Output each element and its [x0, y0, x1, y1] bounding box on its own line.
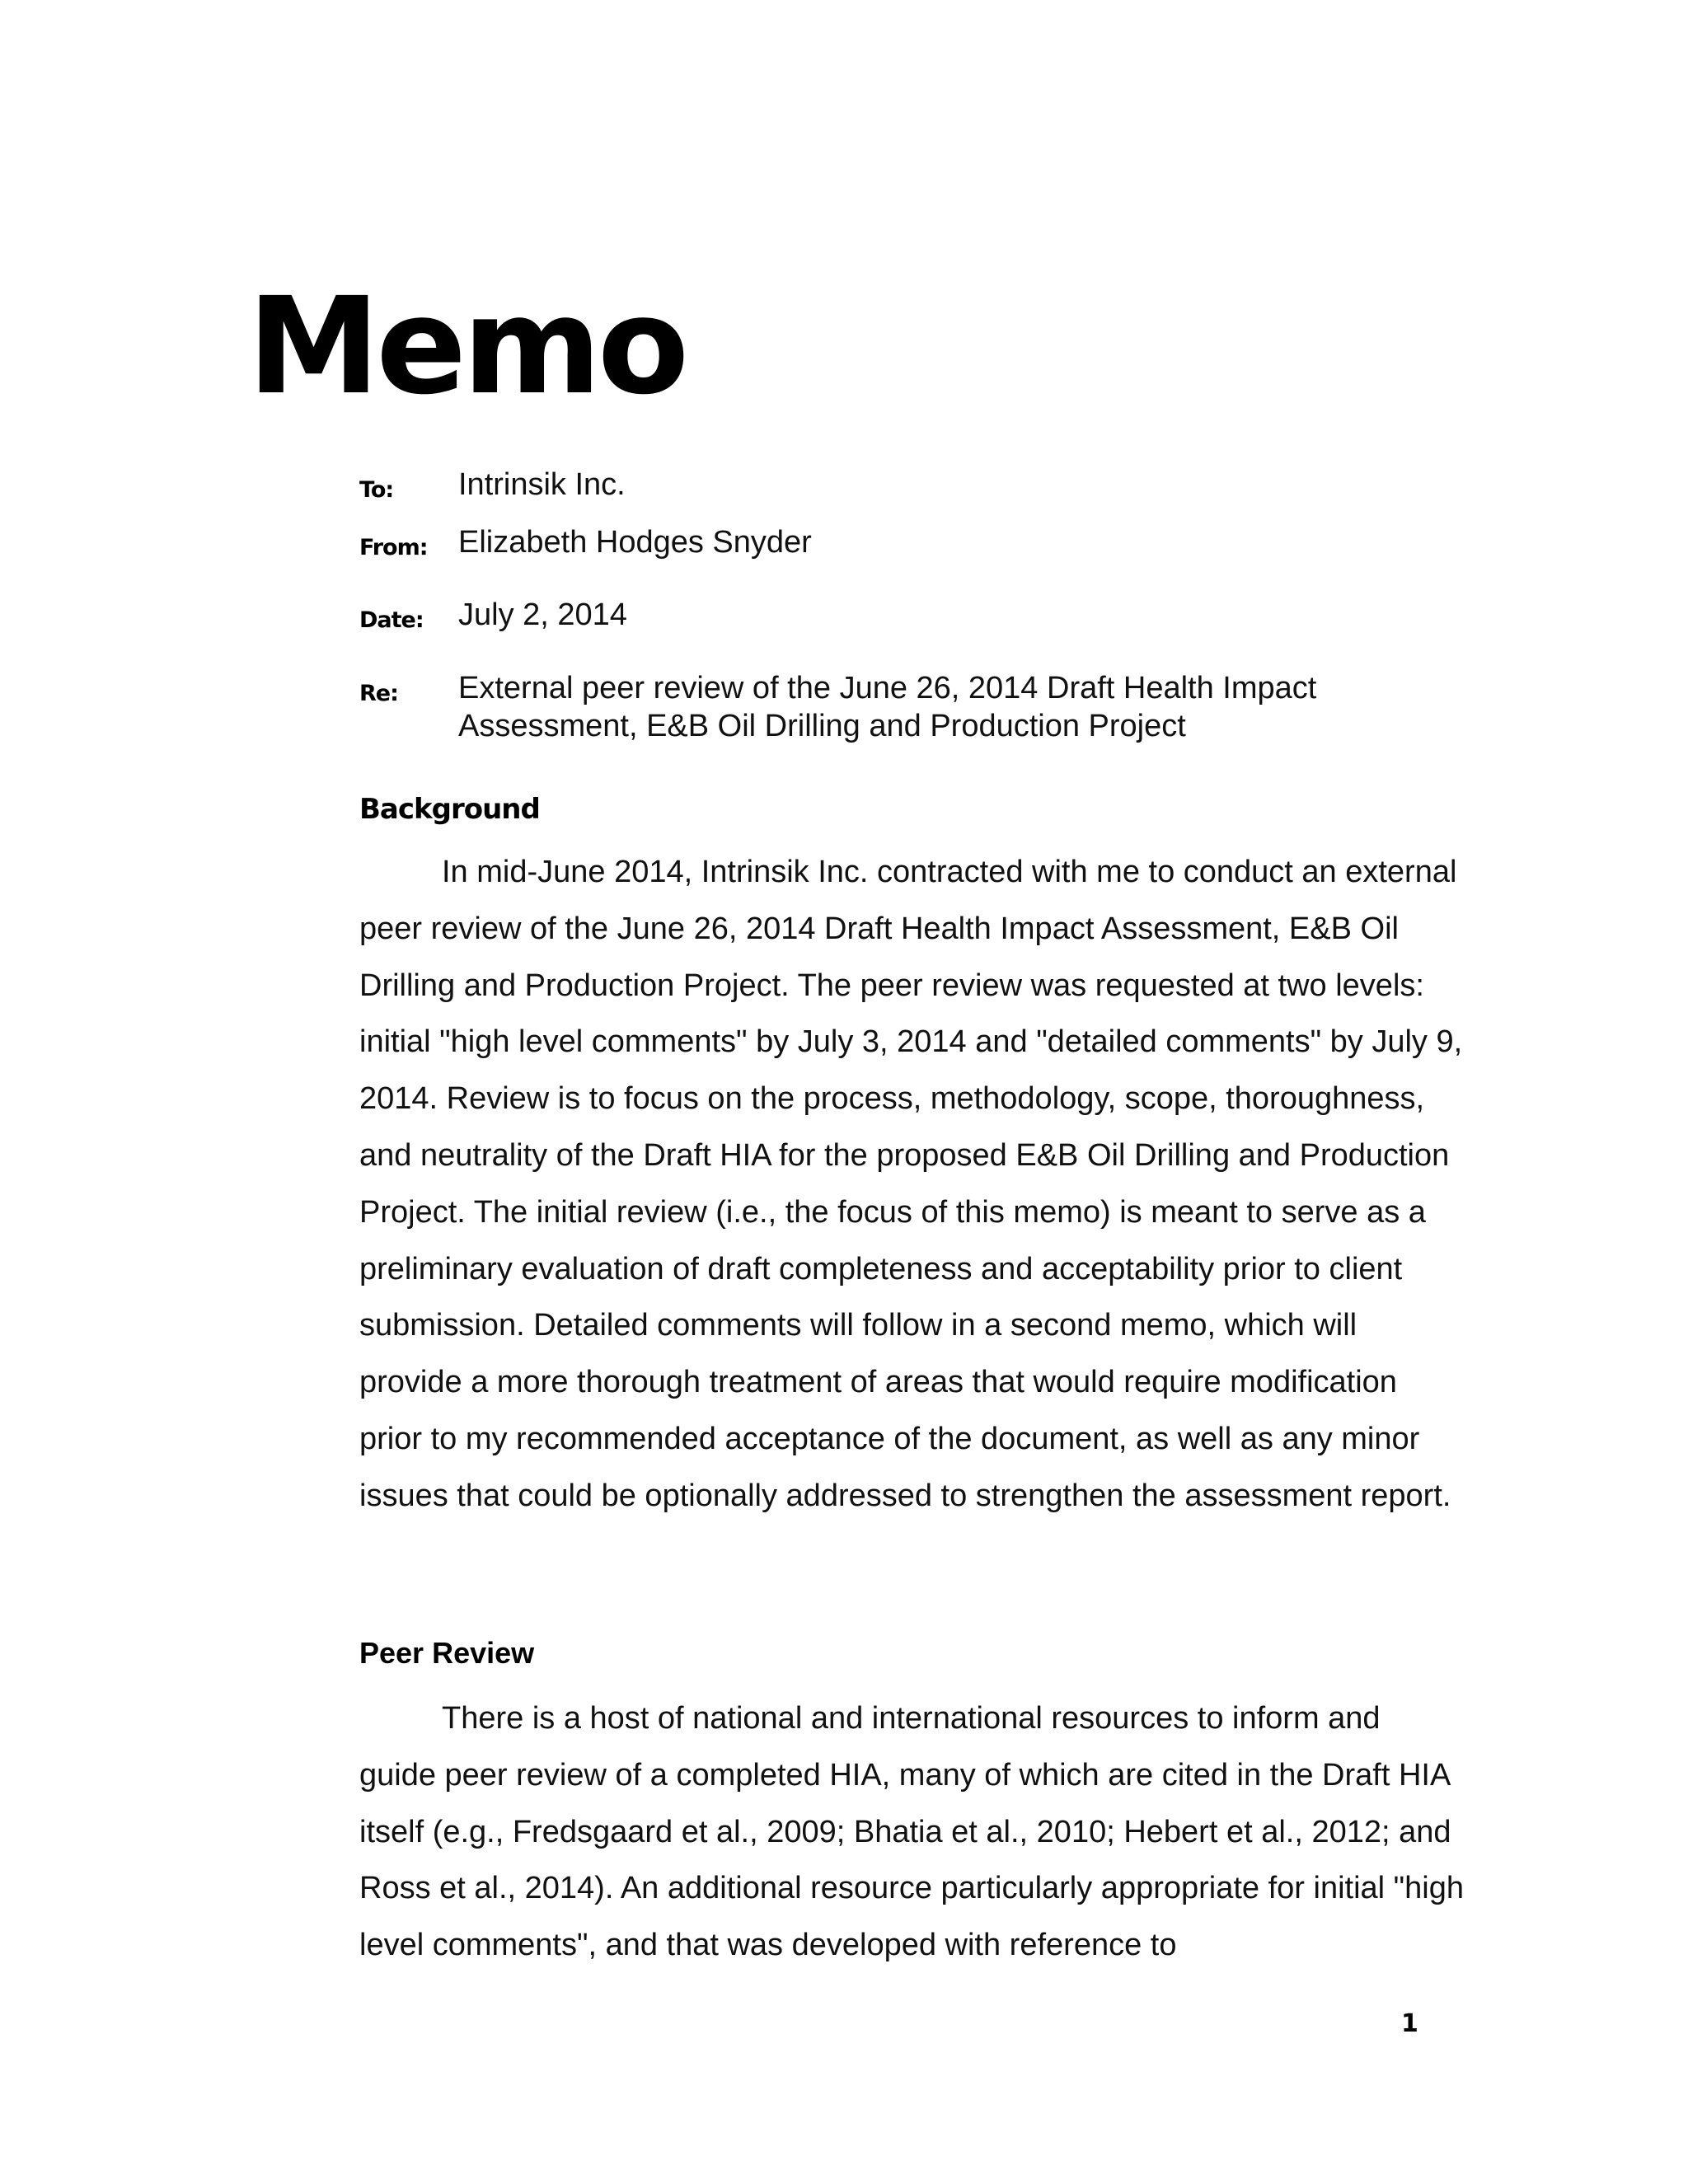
- from-value: Elizabeth Hodges Snyder: [458, 525, 812, 560]
- peer-review-paragraph: There is a host of national and international resources to inform and guide peer review of a completed HIA, many of which are cited in the Draft HIA itself (e.g., Fredsgaard et al., 2009; Bhatia et al., 2010; Hebert et al., 2012; and Ross et al., 2014). An additional resource particularly appropriate for initial "high level comments", and that was developed with reference to: [359, 1701, 1465, 1963]
- re-label: Re:: [359, 681, 398, 706]
- header-re-row: [359, 669, 1447, 748]
- header-date-row: [359, 596, 1447, 637]
- to-value: Intrinsik Inc.: [458, 467, 626, 502]
- date-value: July 2, 2014: [458, 598, 627, 632]
- from-label: From:: [359, 535, 428, 560]
- date-label: Date:: [359, 607, 424, 633]
- peer-review-heading: Peer Review: [359, 1636, 535, 1670]
- header-from-row: [359, 523, 1447, 565]
- re-value: External peer review of the June 26, 2014 Draft Health Impact Assessment, E&B Oil Drilling and Production Project: [458, 671, 1317, 743]
- to-label: To:: [359, 477, 394, 503]
- header-to-row: [359, 466, 1447, 507]
- page-number: 1: [1401, 2009, 1418, 2038]
- background-heading: Background: [359, 793, 540, 826]
- memo-title: Memo: [247, 269, 686, 424]
- background-paragraph: In mid-June 2014, Intrinsik Inc. contracted with me to conduct an external peer review of the June 26, 2014 Draft Health Impact Assessment, E&B Oil Drilling and Production Project. The peer review was requested at two levels: initial "high level comments" by July 3, 2014 and "detailed comments" by July 9, 2014. Review is to focus on the process, methodology, scope, thoroughness, and neutrality of the Draft HIA for the proposed E&B Oil Drilling and Production Project. The initial review (i.e., the focus of this memo) is meant to serve as a preliminary evaluation of draft completeness and acceptability prior to client submission. Detailed comments will follow in a second memo, which will provide a more thorough treatment of areas that would require modification prior to my recommended acceptance of the document, as well as any minor issues that could be optionally addressed to strengthen the assessment report.: [359, 855, 1463, 1513]
